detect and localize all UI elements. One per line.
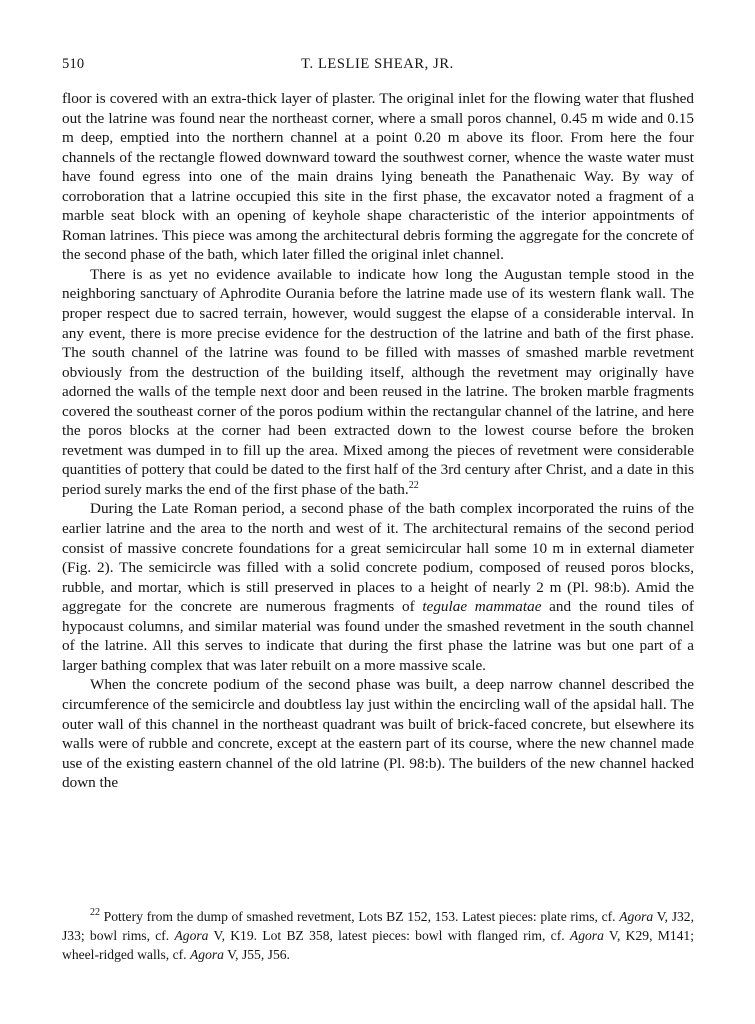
paragraph-text: During the Late Roman period, a second phase of the bath complex incorporated the ruins of the earlier latrine and the area to the north and west of it. The architectural remains of the second period consist of massive concrete foundations for a great semicircular hall some 10 m in external diameter (Fig. 2). The semicircle was filled with a solid concrete podium, composed of reused poros blocks, rubble, and mortar, which is still preserved in places to a height of nearly 2 m (Pl. 98:b). Amid the aggregate for the concrete are numerous fragments of xyxy=(62,500,694,616)
running-head xyxy=(62,56,693,78)
page-number: 510 xyxy=(62,56,85,72)
footnote-text: Pottery from the dump of smashed revetment, Lots BZ 152, 153. Latest pieces: plate rims, cf. xyxy=(100,909,620,924)
journal-title: Agora xyxy=(619,909,654,924)
footnotes xyxy=(62,907,694,965)
paragraph-text: floor is covered with an extra-thick layer of plaster. The original inlet for the flowing water that flushed out the latrine was found near the northeast corner, where a small poros channel, 0.45 m wide and 0.15 m deep, emptied into the northern channel at a point 0.20 m above its floor. From here the four channels of the rectangle flowed downward toward the southwest corner, whence the waste water must have found egress into one of the main drains lying beneath the Panathenaic Way. By way of corroboration that a latrine occupied this site in the first phase, the excavator noted a fragment of a marble seat block with an opening of keyhole shape characteristic of the interior appointments of Roman latrines. This piece was among the architectural debris forming the aggregate for the concrete of the second phase of the bath, which later filled the original inlet channel. xyxy=(62,90,694,264)
running-head-author: T. LESLIE SHEAR, JR. xyxy=(301,56,454,72)
journal-title: Agora xyxy=(174,928,209,944)
paragraph xyxy=(62,675,694,792)
paragraph xyxy=(62,265,694,500)
footnote xyxy=(62,907,694,965)
footnote-text: V, J32, J33; bowl rims, cf. xyxy=(62,909,695,944)
journal-title: Agora xyxy=(569,928,604,944)
paragraph xyxy=(62,89,694,265)
journal-title: Agora xyxy=(189,947,224,963)
body-text xyxy=(62,89,694,793)
footnote-reference: 22 xyxy=(408,479,419,491)
footnote-text: V, K29, M141; wheel-ridged walls, cf. xyxy=(62,928,694,963)
italic-term: tegulae mammatae xyxy=(422,598,542,616)
footnote-text: V, J55, J56. xyxy=(223,947,290,963)
paragraph-text: There is as yet no evidence available to indicate how long the Augustan temple stood in the neighboring sanctuary of Aphrodite Ourania before the latrine made use of its western flank wall. The proper respect due to sacred terrain, however, would suggest the elapse of a considerable interval. In any event, there is more precise evidence for the destruction of the latrine and bath of the first phase. The south channel of the latrine was found to be filled with masses of smashed marble revetment obviously from the destruction of the building itself, although the revetment may originally have adorned the walls of the temple next door and been reused in the latrine. The broken marble fragments covered the southeast corner of the poros podium within the rectangular channel of the latrine, and here the poros blocks at the corner had been extracted down to the lowest course before the broken revetment was dumped in to fill up the area. Mixed among the pieces of revetment were considerable quantities of pottery that could be dated to the first half of the 3rd century after Christ, and a date in this period surely marks the end of the first phase of the bath. xyxy=(62,265,694,498)
footnote-text: V, K19. Lot BZ 358, latest pieces: bowl with flanged rim, cf. xyxy=(208,928,570,944)
paragraph xyxy=(62,499,694,675)
paragraph-text: and the round tiles of hypocaust columns, and similar material was found under the smashed revetment in the south channel of the latrine. All this serves to indicate that during the first phase the latrine was but one part of a larger bathing complex that was later rebuilt on a more massive scale. xyxy=(62,598,694,674)
footnote-number: 22 xyxy=(90,907,100,918)
paragraph-text: When the concrete podium of the second phase was built, a deep narrow channel described the circumference of the semicircle and doubtless lay just within the encircling wall of the apsidal hall. The outer wall of this channel in the northeast quadrant was built of brick-faced concrete, but elsewhere its walls were of rubble and concrete, except at the eastern part of its course, where the new channel made use of the existing eastern channel of the old latrine (Pl. 98:b). The builders of the new channel hacked down the xyxy=(62,676,694,792)
